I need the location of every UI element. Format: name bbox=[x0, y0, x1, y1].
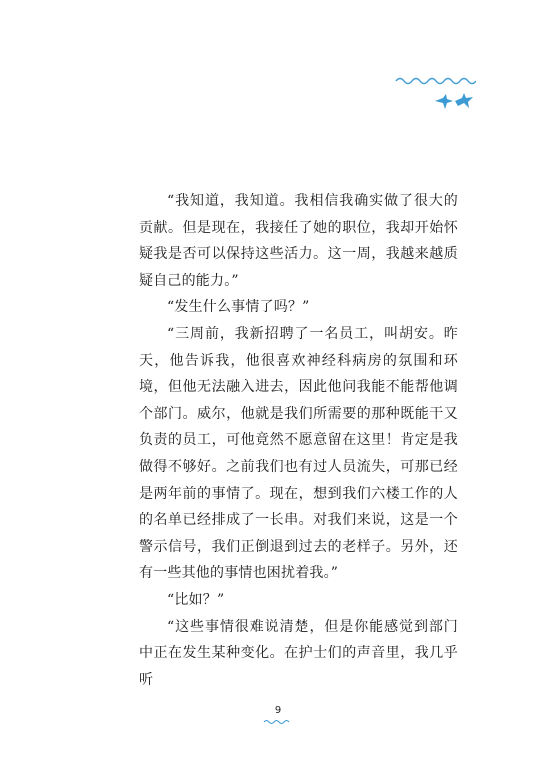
page-number: 9 bbox=[274, 705, 282, 716]
paragraph: “三周前，我新招聘了一名员工，叫胡安。昨天，他告诉我，他很喜欢神经科病房的氛围和环境，但他无法融入进去，因此他问我能不能帮他调个部门。威尔，他就是我们所需要的那种既能干又负责的员工，可他竟然不愿意留在这里！肯定是我做得不够好。之前我们也有过人员流失，可那已经是两年前的事情了。现在，想到我们六楼工作的人的名单已经排成了一长串。对我们来说，这是一个警示信号，我们正倒退到过去的老样子。另外，还有一些其他的事情也困扰着我。” bbox=[139, 325, 458, 582]
paragraph: “发生什么事情了吗？” bbox=[167, 299, 310, 316]
bird-left-icon bbox=[434, 94, 454, 110]
body-text bbox=[139, 188, 458, 693]
footer-wave-icon bbox=[263, 718, 293, 726]
paragraph: “比如？” bbox=[167, 591, 225, 608]
page-footer bbox=[0, 704, 556, 726]
paragraph: “我知道，我知道。我相信我确实做了很大的贡献。但是现在，我接任了她的职位，我却开始怀疑我是否可以保持这些活力。这一周，我越来越质疑自己的能力。” bbox=[139, 193, 458, 289]
header-decoration bbox=[394, 74, 476, 114]
paragraph: “这些事情很难说清楚，但是你能感觉到部门中正在发生某种变化。在护士们的声音里，我几乎听 bbox=[139, 618, 458, 688]
bird-right-icon bbox=[454, 93, 474, 109]
